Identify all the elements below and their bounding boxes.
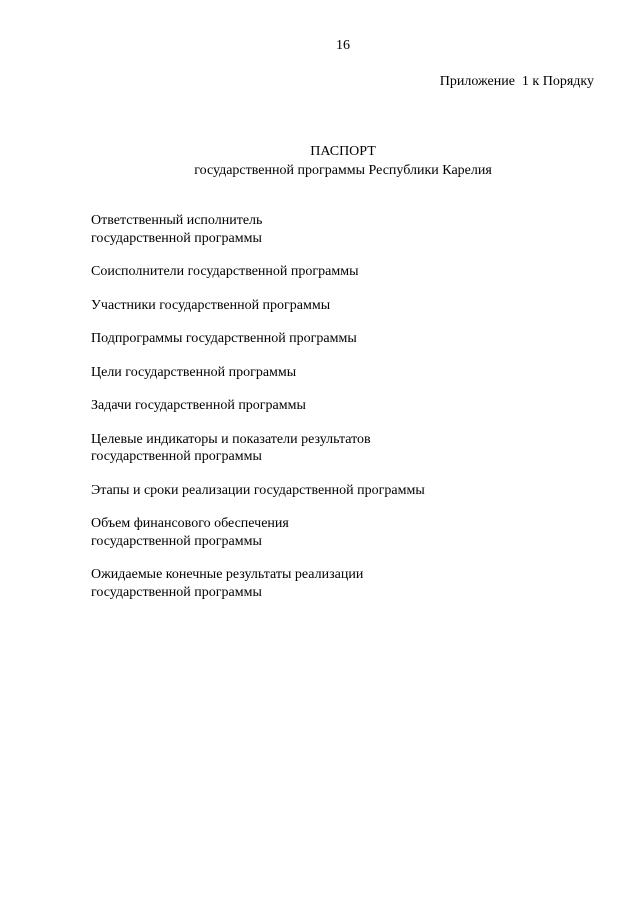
list-item <box>91 297 591 315</box>
list-item <box>91 330 591 348</box>
title-subheading: государственной программы Республики Карелия <box>194 163 492 178</box>
list-item <box>91 482 591 500</box>
item-text: Подпрограммы государственной программы <box>91 331 357 346</box>
page-number: 16 <box>336 38 350 53</box>
item-text: государственной программы <box>91 449 262 464</box>
item-text: Ожидаемые конечные результаты реализации <box>91 567 364 582</box>
item-text: Цели государственной программы <box>91 364 297 380</box>
item-text: Ответственный исполнитель <box>91 213 263 228</box>
document-title <box>0 142 640 180</box>
item-text: Задачи государственной программы <box>91 398 306 413</box>
passport-items-list <box>91 212 591 617</box>
list-item <box>91 364 591 382</box>
item-text: государственной программы <box>91 533 262 549</box>
list-item <box>91 212 591 247</box>
item-text: Участники государственной программы <box>91 297 331 313</box>
item-text: Объем финансового обеспечения <box>91 516 289 531</box>
item-text: государственной программы <box>91 584 262 600</box>
appendix-reference: Приложение 1 к Порядку <box>439 74 594 89</box>
item-text: Этапы и сроки реализации государственной программы <box>91 482 425 498</box>
title-heading: ПАСПОРТ <box>310 144 376 159</box>
list-item <box>91 431 591 466</box>
list-item <box>91 515 591 550</box>
list-item <box>91 397 591 415</box>
list-item <box>91 566 591 601</box>
item-text: Соисполнители государственной программы <box>91 264 359 279</box>
item-text: Целевые индикаторы и показатели результатов <box>91 431 371 447</box>
item-text: государственной программы <box>91 230 262 246</box>
list-item <box>91 263 591 281</box>
